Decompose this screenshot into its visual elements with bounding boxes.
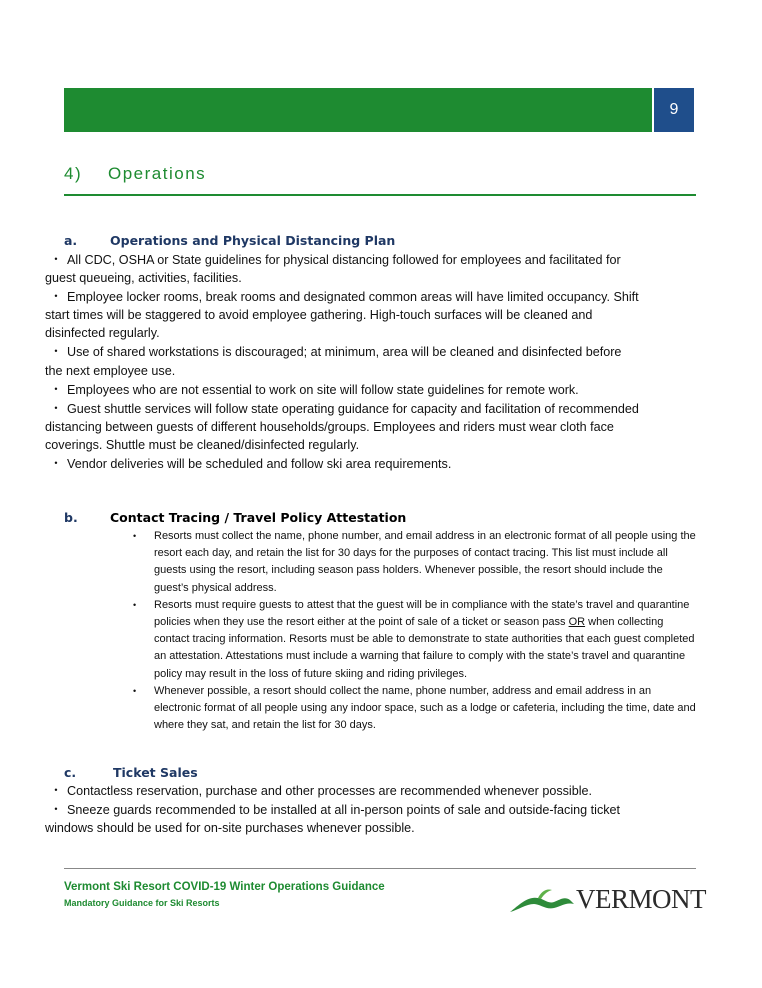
subsection-letter: b. bbox=[64, 510, 78, 525]
section-title-text: Operations bbox=[108, 164, 207, 183]
subsection-heading: Contact Tracing / Travel Policy Attestation bbox=[110, 510, 407, 525]
list-item-text: Resorts must require guests to attest that the guest will be in compliance with the state’s travel and quarantine policies when they use the resort either at the point of sale of a ticket or season pass bbox=[154, 598, 690, 629]
section-number: 4) bbox=[64, 164, 83, 183]
list-item bbox=[45, 380, 640, 399]
mountain-icon bbox=[508, 882, 578, 918]
bullet-icon: • bbox=[133, 685, 137, 696]
subsection-heading: Operations and Physical Distancing Plan bbox=[110, 233, 396, 248]
bullet-icon: • bbox=[54, 458, 58, 469]
subsection-letter: c. bbox=[64, 765, 77, 780]
vermont-logo bbox=[508, 882, 706, 918]
list-item bbox=[45, 399, 640, 454]
list-item bbox=[45, 781, 640, 800]
list-item bbox=[133, 528, 699, 597]
emphasis-text: OR bbox=[568, 616, 586, 629]
list-item bbox=[45, 250, 640, 287]
list-item-text: Employee locker rooms, break rooms and designated common areas will have limited occupancy. Shift start times will be staggered to avoid employee gathering. High-touch surfaces will be cleaned and disinfected regularly. bbox=[45, 290, 639, 341]
bullet-icon: • bbox=[54, 291, 58, 302]
list-item bbox=[133, 597, 699, 683]
section-divider bbox=[64, 194, 696, 196]
list-item bbox=[45, 287, 640, 342]
subsection-letter: a. bbox=[64, 233, 78, 248]
bullet-icon: • bbox=[54, 383, 58, 394]
list-item bbox=[45, 800, 640, 837]
subsection-heading: Ticket Sales bbox=[113, 765, 198, 780]
bullet-icon: • bbox=[54, 402, 58, 413]
footer-title: Vermont Ski Resort COVID-19 Winter Operations Guidance bbox=[64, 881, 385, 893]
list-item-text: Resorts must collect the name, phone number, and email address in an electronic format of all people using the resort each day, and retain the list for 30 days for the purposes of contact tracing. This list must include all guests using the resort, including season pass holders. Whenever possible, the resort should include the guest’s physical address. bbox=[154, 530, 696, 594]
bullet-list-a bbox=[45, 250, 640, 473]
bullet-list-b bbox=[133, 528, 699, 734]
list-item-text: Sneeze guards recommended to be installed at all in-person points of sale and outside-facing ticket windows should be used for on-site purchases whenever possible. bbox=[45, 803, 621, 836]
footer-divider bbox=[64, 868, 696, 869]
list-item-text: when collecting contact tracing information. Resorts must be able to demonstrate to state authorities that each guest completed an attestation. Attestations must include a warning that failure to comply with the state’s travel and quarantine policy may result in the loss of future skiing and riding privileges. bbox=[154, 616, 695, 680]
bullet-icon: • bbox=[133, 599, 137, 610]
page-number: 9 bbox=[654, 88, 694, 132]
list-item bbox=[45, 342, 640, 379]
logo-text: VERMONT bbox=[576, 884, 706, 914]
list-item bbox=[133, 683, 699, 735]
bullet-icon: • bbox=[133, 531, 137, 541]
header-bar bbox=[64, 88, 652, 132]
bullet-icon: • bbox=[54, 785, 58, 795]
list-item-text: Contactless reservation, purchase and other processes are recommended whenever possible. bbox=[67, 784, 593, 798]
list-item-text: Use of shared workstations is discouraged; at minimum, area will be cleaned and disinfected before the next employee use. bbox=[45, 345, 622, 378]
list-item-text: Employees who are not essential to work on site will follow state guidelines for remote work. bbox=[67, 382, 579, 397]
footer-subtitle: Mandatory Guidance for Ski Resorts bbox=[64, 898, 220, 908]
list-item-text: Whenever possible, a resort should collect the name, phone number, address and email address in an electronic format of all people using any indoor space, such as a lodge or cafeteria, including the time, date and where they sat, and retain the list for 30 days. bbox=[154, 684, 696, 732]
section-title bbox=[64, 164, 206, 184]
list-item bbox=[45, 454, 640, 473]
bullet-icon: • bbox=[54, 254, 58, 264]
list-item-text: Vendor deliveries will be scheduled and follow ski area requirements. bbox=[67, 457, 452, 472]
list-item-text: Guest shuttle services will follow state operating guidance for capacity and facilitation of recommended distancing between guests of different households/groups. Employees and riders must wear cloth face coverings. Shuttle must be cleaned/disinfected regularly. bbox=[45, 401, 639, 452]
bullet-icon: • bbox=[54, 804, 58, 815]
bullet-list-c bbox=[45, 781, 640, 837]
bullet-icon: • bbox=[54, 346, 58, 357]
list-item-text: All CDC, OSHA or State guidelines for physical distancing followed for employees and facilitated for guest queueing, activities, facilities. bbox=[45, 253, 621, 286]
